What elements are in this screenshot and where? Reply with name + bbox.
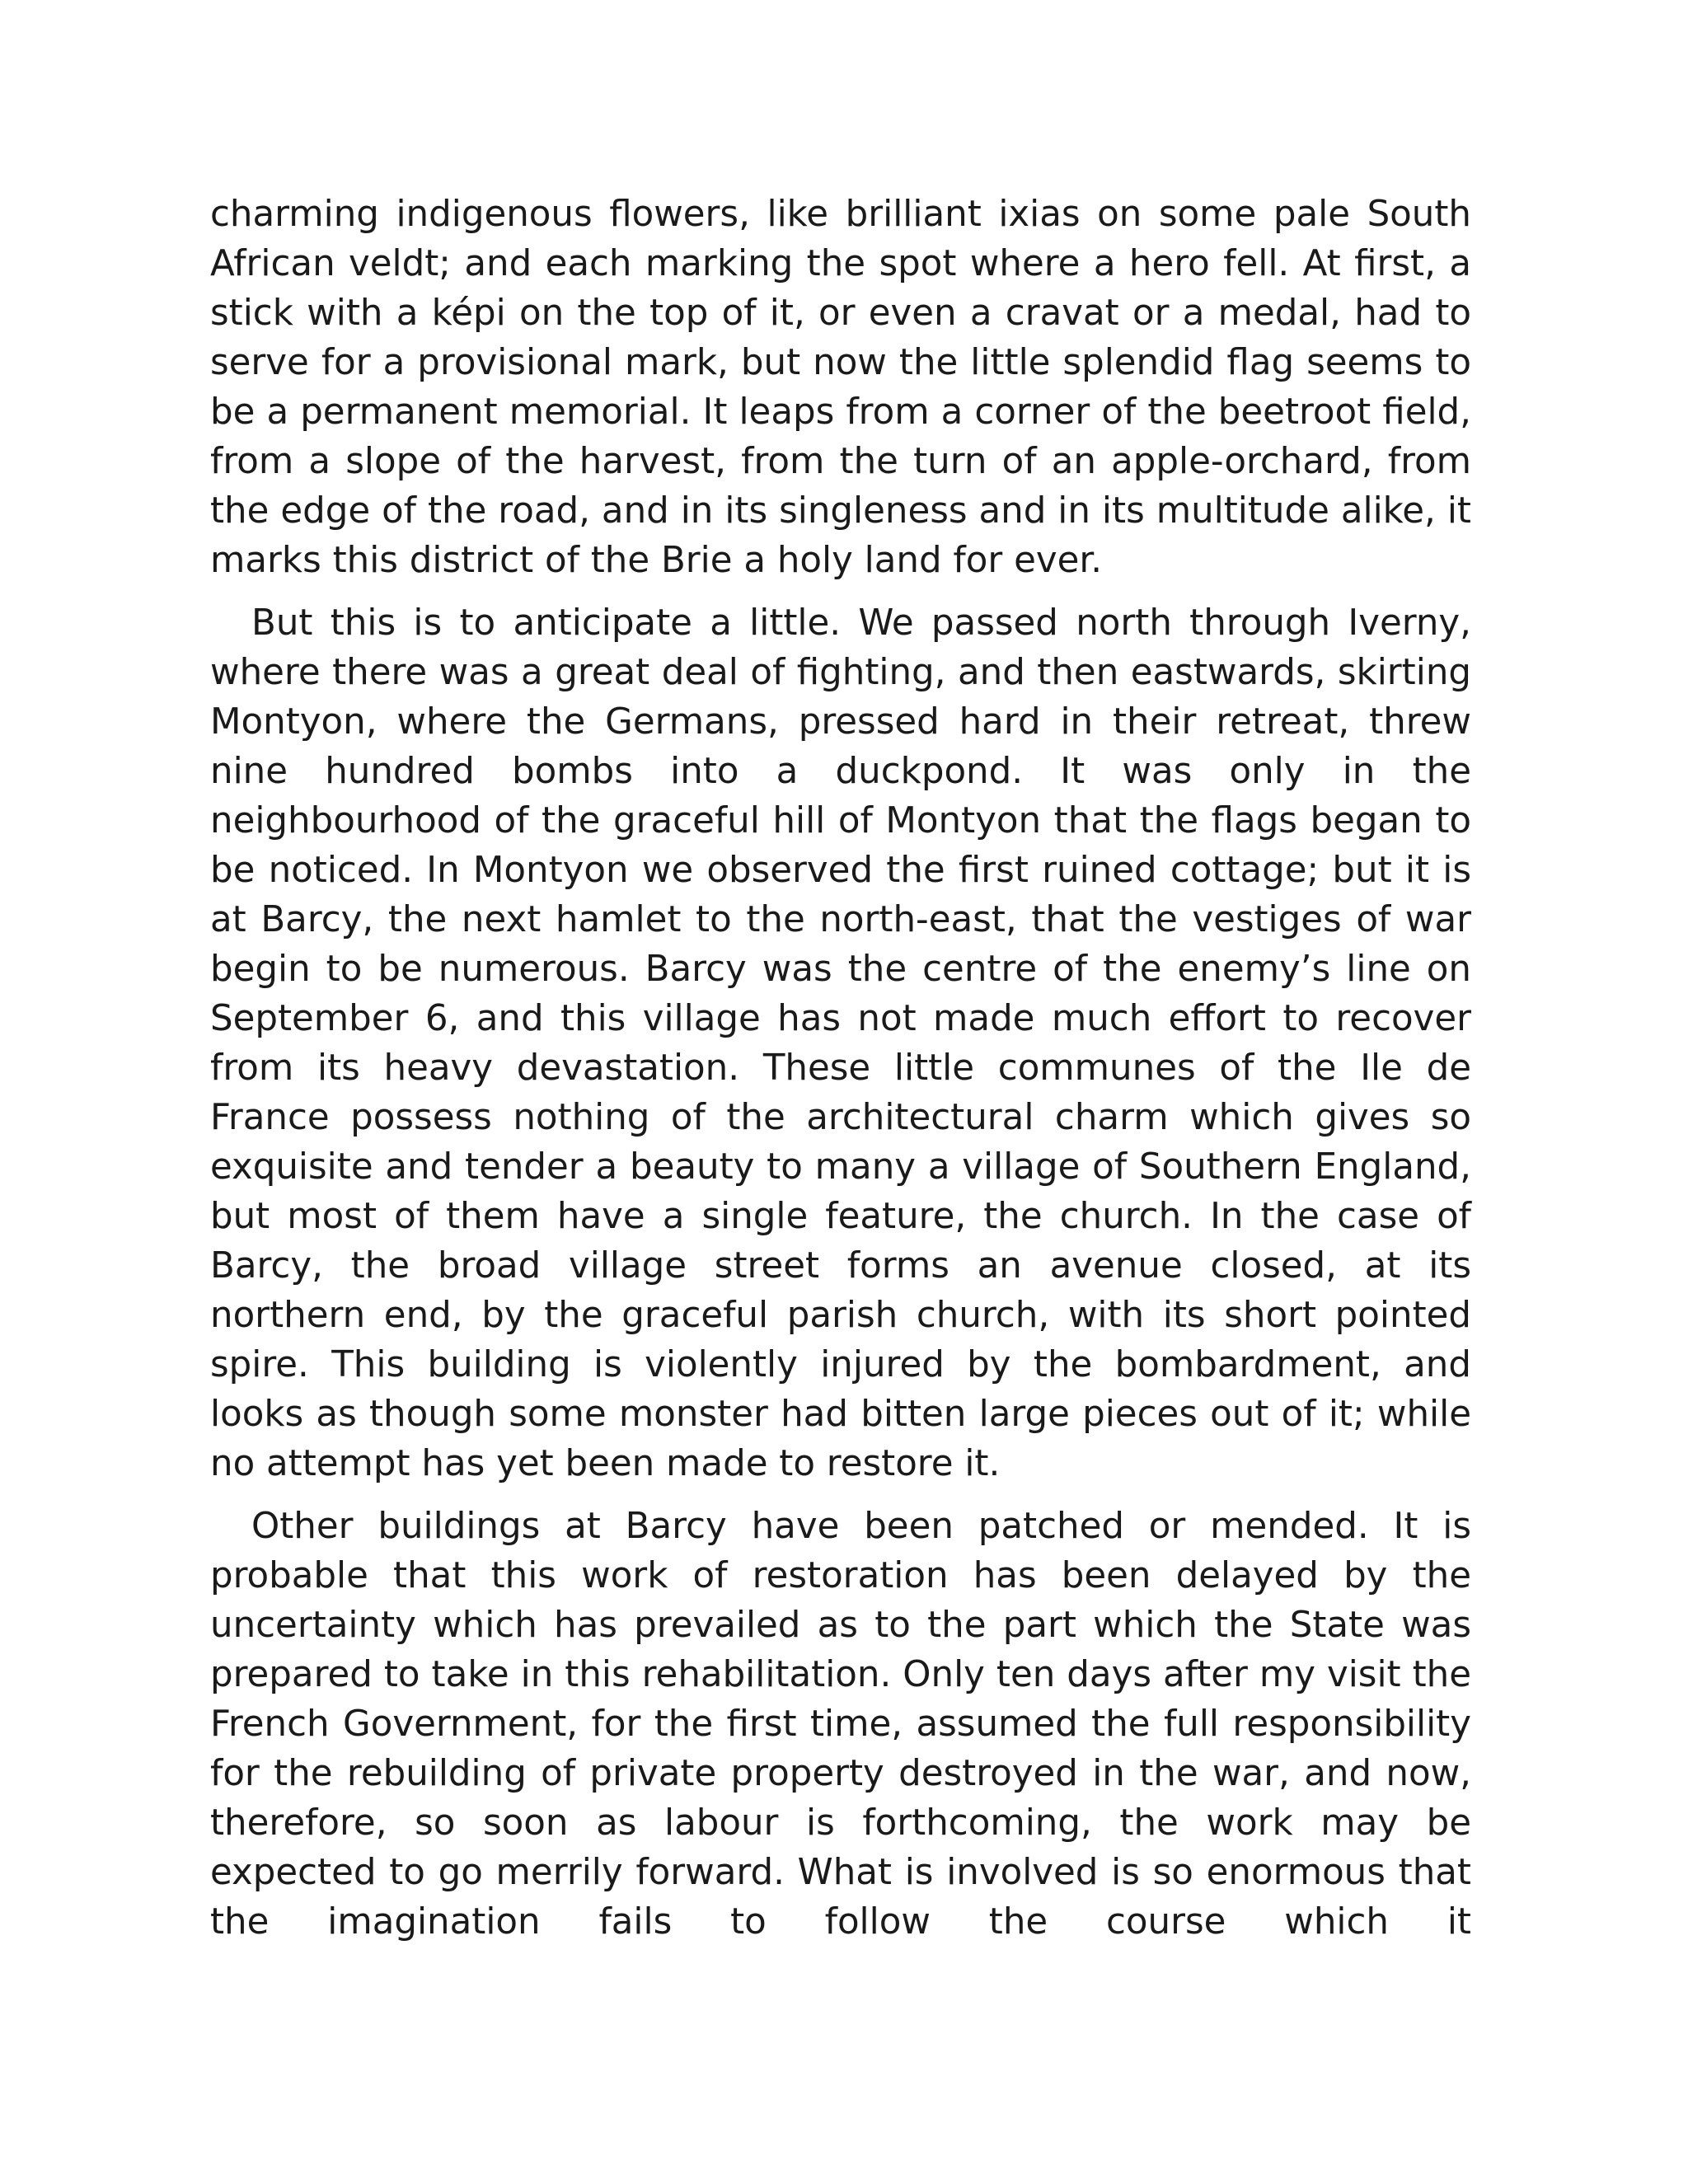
paragraph-3: Other buildings at Barcy have been patched or mended. It is probable that this work of restoration has been delayed by the uncertainty which has prevailed as to the part which the State was prepared to take in this rehabilitation. Only ten days after my visit the French Government, for the first time, assumed the full responsibility for the rebuilding of private property destroyed in the war, and now, therefore, so soon as labour is forthcoming, the work may be expected to go merrily forward. What is involved is so enormous that the imagination fails to follow the course which it xyxy=(210,1506,1471,1943)
page-body xyxy=(210,190,1471,1960)
paragraph-2: But this is to anticipate a little. We passed north through Iverny, where there was a great deal of fighting, and then eastwards, skirting Montyon, where the Germans, pressed hard in their retreat, threw nine hundred bombs into a duckpond. It was only in the neighbourhood of the graceful hill of Montyon that the flags began to be noticed. In Montyon we observed the first ruined cottage; but it is at Barcy, the next hamlet to the north-east, that the vestiges of war begin to be numerous. Barcy was the centre of the enemy’s line on September 6, and this village has not made much effort to recover from its heavy devastation. These little communes of the Ile de France possess nothing of the architectural charm which gives so exquisite and tender a beauty to many a village of Southern England, but most of them have a single feature, the church. In the case of Barcy, the broad village street forms an avenue closed, at its northern end, by the graceful parish church, with its short pointed spire. This building is violently injured by the bombardment, and looks as though some monster had bitten large pieces out of it; while no attempt has yet been made to restore it. xyxy=(210,602,1471,1484)
paragraph-1: charming indigenous flowers, like brilliant ixias on some pale South African veldt; and each marking the spot where a hero fell. At first, a stick with a képi on the top of it, or even a cravat or a medal, had to serve for a provisional mark, but now the little splendid flag seems to be a permanent memorial. It leaps from a corner of the beetroot field, from a slope of the harvest, from the turn of an apple-orchard, from the edge of the road, and in its singleness and in its multitude alike, it marks this district of the Brie a holy land for ever. xyxy=(210,194,1471,581)
